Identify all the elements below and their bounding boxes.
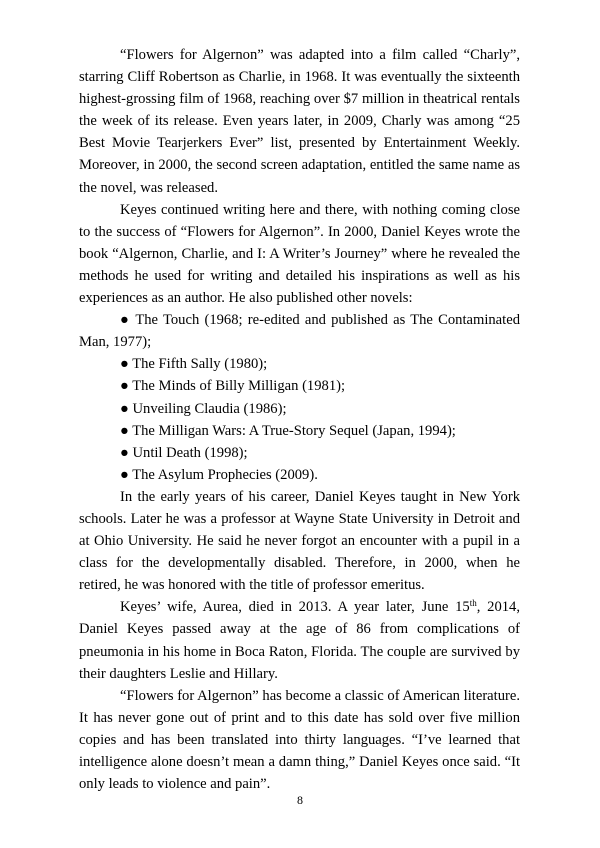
bullet-icon: ● [120,422,129,439]
novel-title: The Fifth Sally (1980); [132,356,268,373]
novel-title: Unveiling Claudia (1986); [132,400,287,417]
novel-title: The Minds of Billy Milligan (1981); [132,378,346,395]
bullet-icon: ● [120,466,129,483]
death-text-start: Keyes’ wife, Aurea, died in 2013. A year later, June 15 [120,599,470,616]
bullet-icon: ● [120,312,131,329]
ordinal-suffix: th [469,598,477,609]
bullet-icon: ● [120,356,129,373]
novel-title: The Touch (1968; re-edited and published as The Contaminated Man, 1977); [79,312,520,351]
novel-title: The Milligan Wars: A True-Story Sequel (Japan, 1994); [132,422,456,439]
death-text-end: , 2014, Daniel Keyes passed away at the age of 86 from complications of pneumonia in his home in Boca Raton, Florida. The couple are survived by their daughters Leslie and Hillary. [79,599,520,682]
bullet-icon: ● [120,400,129,417]
list-item [79,375,520,397]
paragraph-teaching-career: In the early years of his career, Daniel Keyes taught in New York schools. Later he was a professor at Wayne State University in Detroit and at Ohio University. He said he never forgot an encounter with a pupil in a class for the developmentally disabled. Therefore, in 2000, when he retired, he was honored with the title of professor emeritus. [79,488,520,594]
bullet-icon: ● [120,378,129,395]
page-number: 8 [297,793,303,807]
novel-title: Until Death (1998); [132,444,248,461]
paragraph-death [79,596,520,684]
bullet-icon: ● [120,444,129,461]
paragraph-legacy: “Flowers for Algernon” has become a classic of American literature. It has never gone out of print and to this date has sold over five million copies and has been translated into thirty languages. “I’ve learned that intelligence alone doesn’t mean a damn thing,” Daniel Keyes once said. “It only leads to violence and pain”. [79,687,520,793]
list-item [79,464,520,486]
list-item [79,420,520,442]
novel-title: The Asylum Prophecies (2009). [132,466,318,483]
list-item [79,398,520,420]
list-item [79,442,520,464]
novel-list [79,309,520,486]
list-item [79,309,520,353]
paragraph-film-adaptation: “Flowers for Algernon” was adapted into a film called “Charly”, starring Cliff Robertson as Charlie, in 1968. It was eventually the sixteenth highest-grossing film of 1968, reaching over $7 million in theatrical rentals the week of its release. Even years later, in 2009, Charly was among “25 Best Movie Tearjerkers Ever” list, presented by Entertainment Weekly. Moreover, in 2000, the second screen adaptation, entitled the same name as the novel, was released. [79,47,520,196]
paragraph-later-writing: Keyes continued writing here and there, with nothing coming close to the success of “Flowers for Algernon”. In 2000, Daniel Keyes wrote the book “Algernon, Charlie, and I: A Writer’s Journey” where he revealed the methods he used for writing and detailed his inspirations as well as his experiences as an author. He also published other novels: [79,201,520,307]
body-text [79,44,520,795]
list-item [79,353,520,375]
